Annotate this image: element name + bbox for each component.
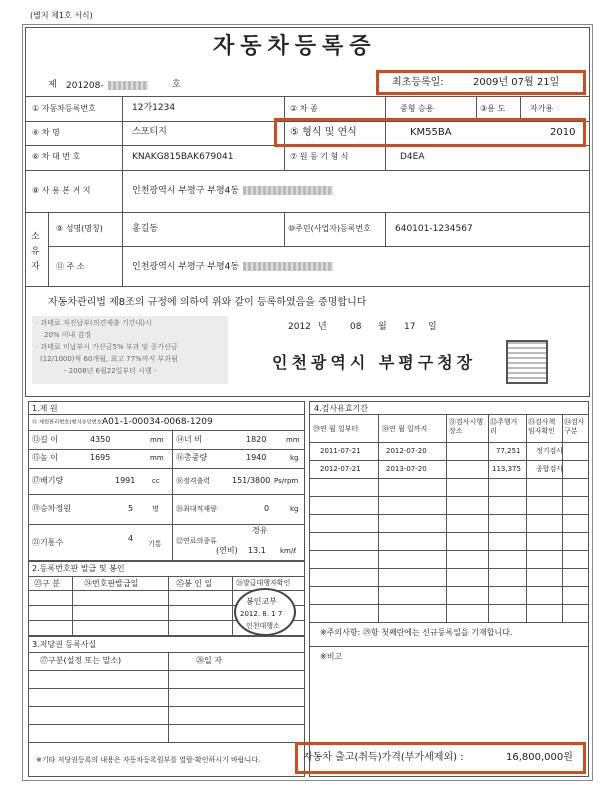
remarks-label: ※비고 — [320, 652, 343, 661]
width-value: 1820 — [246, 435, 267, 444]
power-value: 151/3800 — [232, 476, 271, 485]
spec-no-value: A01-1-00034-0068-1209 — [102, 417, 213, 427]
owner-id-label: ⑩주민(사업자)등록번호 — [288, 224, 371, 233]
plate-col-3: ㉕봉 인 일 — [176, 579, 213, 588]
height-value: 1695 — [90, 453, 111, 462]
use-label: ③용 도 — [480, 104, 506, 113]
eff-unit: km/ℓ — [280, 547, 297, 555]
load-value: 0 — [264, 504, 270, 513]
owner-addr-value: 인천광역시 부평구 부평4동 — [132, 262, 333, 272]
document-title: 자동차등록증 — [213, 34, 377, 59]
insp-row-1-to: 2012-07-20 — [386, 447, 427, 455]
disp-value: 1991 — [115, 476, 136, 485]
highlight-price — [295, 742, 586, 774]
weight-label: ⑯총중량 — [176, 453, 208, 462]
disp-unit: cc — [152, 477, 160, 485]
mortgage-col-2: ㉘일 자 — [196, 656, 222, 665]
disp-label: ⑰배기량 — [32, 476, 64, 485]
plate-col-4: ㉖발급대행자확인 — [236, 579, 291, 587]
insp-row-2-km: 113,375 — [492, 465, 521, 473]
load-label: ⑳최대적재량 — [176, 505, 217, 513]
reg-number: 201208- — [66, 81, 148, 91]
specs-section: 1.제 원 — [32, 404, 58, 413]
height-unit: mm — [150, 454, 164, 462]
model-year: 2010 — [550, 127, 576, 138]
height-label: ⑮높 이 — [32, 453, 58, 462]
stamp-bottom: 인천대행소 — [246, 622, 280, 630]
name-label: ④ 차 명 — [32, 128, 60, 137]
penalty-note-4: (12/1000)씩 60개월, 최고 77%까지 부과됨 — [40, 355, 178, 363]
insp-col-4: ㉜주행거리 — [490, 418, 518, 435]
owner-id-value: 640101-1234567 — [395, 224, 473, 234]
owner-section-label: 소유자 — [31, 232, 40, 272]
issue-month: 08 — [350, 322, 362, 332]
issue-day-unit: 일 — [428, 322, 437, 332]
width-unit: mm — [286, 436, 300, 444]
fuel-value: 경유 — [252, 526, 268, 535]
eff-prefix: (연비) — [216, 546, 238, 555]
owner-name-label: ⑨ 성명(명칭) — [56, 224, 103, 233]
cyl-unit: 기통 — [148, 540, 162, 548]
reg-no-label: ① 자동차등록번호 — [32, 104, 96, 113]
insp-row-2-kind: 종합검사 — [536, 465, 564, 473]
issue-year-unit: 년 — [318, 322, 327, 332]
highlight-model — [274, 118, 586, 147]
inspection-section: 4.검사유효기간 — [314, 404, 369, 413]
penalty-note-5: - 2008년 6월22일부터 시행 - — [64, 367, 157, 375]
power-label: ⑱정격출력 — [176, 477, 211, 485]
inspection-block — [309, 401, 589, 777]
price-value: 16,800,000원 — [506, 752, 573, 763]
caution-note: ※주의사항: ㉙항 첫째란에는 신규등록일을 기재합니다. — [320, 628, 513, 637]
price-label: 자동차 출고(취득)가격(부가세제외) : — [303, 752, 464, 763]
seats-label: ⑲승차정원 — [32, 504, 71, 513]
fuel-label: ㉒연료의종류 — [176, 537, 217, 545]
reg-no-value: 12가1234 — [132, 103, 176, 113]
penalty-note-1: · 과태료 자진납부(의견제출 기간내)시 — [36, 319, 152, 327]
length-label: ⑬길 이 — [32, 435, 58, 444]
plate-col-2: ㉔번호판발급일 — [84, 579, 139, 588]
engine-label: ⑦ 원 동 기 형 식 — [290, 152, 349, 161]
owner-addr-label: ⑪ 주 소 — [56, 262, 85, 271]
highlight-first-reg — [376, 70, 586, 95]
owner-name-value: 홍길동 — [132, 224, 159, 234]
issue-month-unit: 월 — [378, 322, 387, 332]
issue-year: 2012 — [288, 322, 311, 332]
seats-value: 5 — [128, 504, 134, 513]
number-prefix: 제 — [48, 80, 57, 90]
official-seal — [506, 340, 548, 384]
issue-day: 17 — [404, 322, 416, 332]
mortgage-col-1: ㉗구분(설정 또는 말소) — [40, 656, 122, 665]
plate-col-1: ㉓구 분 — [34, 579, 60, 588]
number-suffix: 호 — [172, 80, 181, 90]
issuer-name: 인천광역시 부평구청장 — [272, 353, 477, 372]
length-value: 4350 — [90, 435, 111, 444]
first-reg-label: 최초등록일: — [392, 77, 444, 88]
insp-row-1-km: 77,251 — [496, 447, 521, 455]
seats-unit: 명 — [152, 505, 159, 513]
weight-value: 1940 — [246, 453, 267, 462]
insp-row-1-kind: 정기검사 — [536, 447, 564, 455]
model-label: ⑤ 형식 및 연식 — [290, 127, 357, 138]
type-label: ② 차 종 — [290, 104, 318, 113]
base-label: ⑧ 사 용 본 거 지 — [32, 186, 91, 195]
cyl-label: ㉑기통수 — [32, 538, 64, 547]
insp-col-6: ㉞검사구분 — [564, 418, 585, 435]
insp-row-1-from: 2011-07-21 — [320, 447, 361, 455]
width-label: ⑭너 비 — [176, 435, 202, 444]
penalty-note-2: 20% 이내 감경 — [44, 331, 92, 339]
mortgage-section: 3.저당권 등록사실 — [32, 640, 97, 649]
insp-row-2-to: 2013-07-20 — [386, 465, 427, 473]
vin-value: KNAKG815BAK679041 — [132, 152, 234, 162]
first-reg-date: 2009년 07월 21일 — [473, 77, 560, 88]
mortgage-footnote: ※기타 저당권등록의 내용은 자동차등록원부를 열람·확인하시기 바랍니다. — [36, 756, 261, 764]
stamp-date: 2012. 8. 1 7 — [240, 610, 283, 618]
certification-statement: 자동차관리법 제8조의 규정에 의하여 위와 같이 등록하였음을 증명합니다 — [48, 297, 367, 308]
use-value: 자가용 — [530, 104, 554, 113]
plate-section: 2.등록번호판 발급 및 봉인 — [32, 564, 125, 573]
base-value: 인천광역시 부평구 부평4동 — [132, 186, 333, 196]
length-unit: mm — [150, 436, 164, 444]
load-unit: kg — [290, 505, 299, 513]
stamp-top: 봉인교부 — [246, 597, 277, 606]
eff-value: 13.1 — [248, 546, 266, 555]
engine-value: D4EA — [400, 152, 425, 162]
form-label: (별지 제1호 서식) — [30, 11, 93, 20]
insp-col-3: ㉛검사시행장소 — [449, 418, 484, 435]
name-value: 스포티지 — [132, 127, 167, 137]
vin-label: ⑥ 차 대 번 호 — [32, 152, 81, 161]
type-value: 중형 승용 — [400, 104, 434, 113]
weight-unit: kg — [290, 454, 299, 462]
insp-col-5: ㉝검사책임자확인 — [528, 418, 556, 435]
spec-no-label: ⑫ 제원관리번호(형식승인번호) — [32, 419, 104, 426]
power-unit: Ps/rpm — [274, 477, 299, 485]
cyl-value: 4 — [128, 534, 134, 543]
insp-col-1: ㉙연 월 일부터 — [313, 425, 359, 433]
model-value: KM55BA — [410, 127, 452, 138]
insp-col-2: ㉚연 월 일까지 — [382, 425, 428, 433]
insp-row-2-from: 2012-07-21 — [320, 465, 361, 473]
penalty-note-3: · 과태료 미납부시 가산금5% 부과 및 중가산금 — [36, 343, 178, 351]
